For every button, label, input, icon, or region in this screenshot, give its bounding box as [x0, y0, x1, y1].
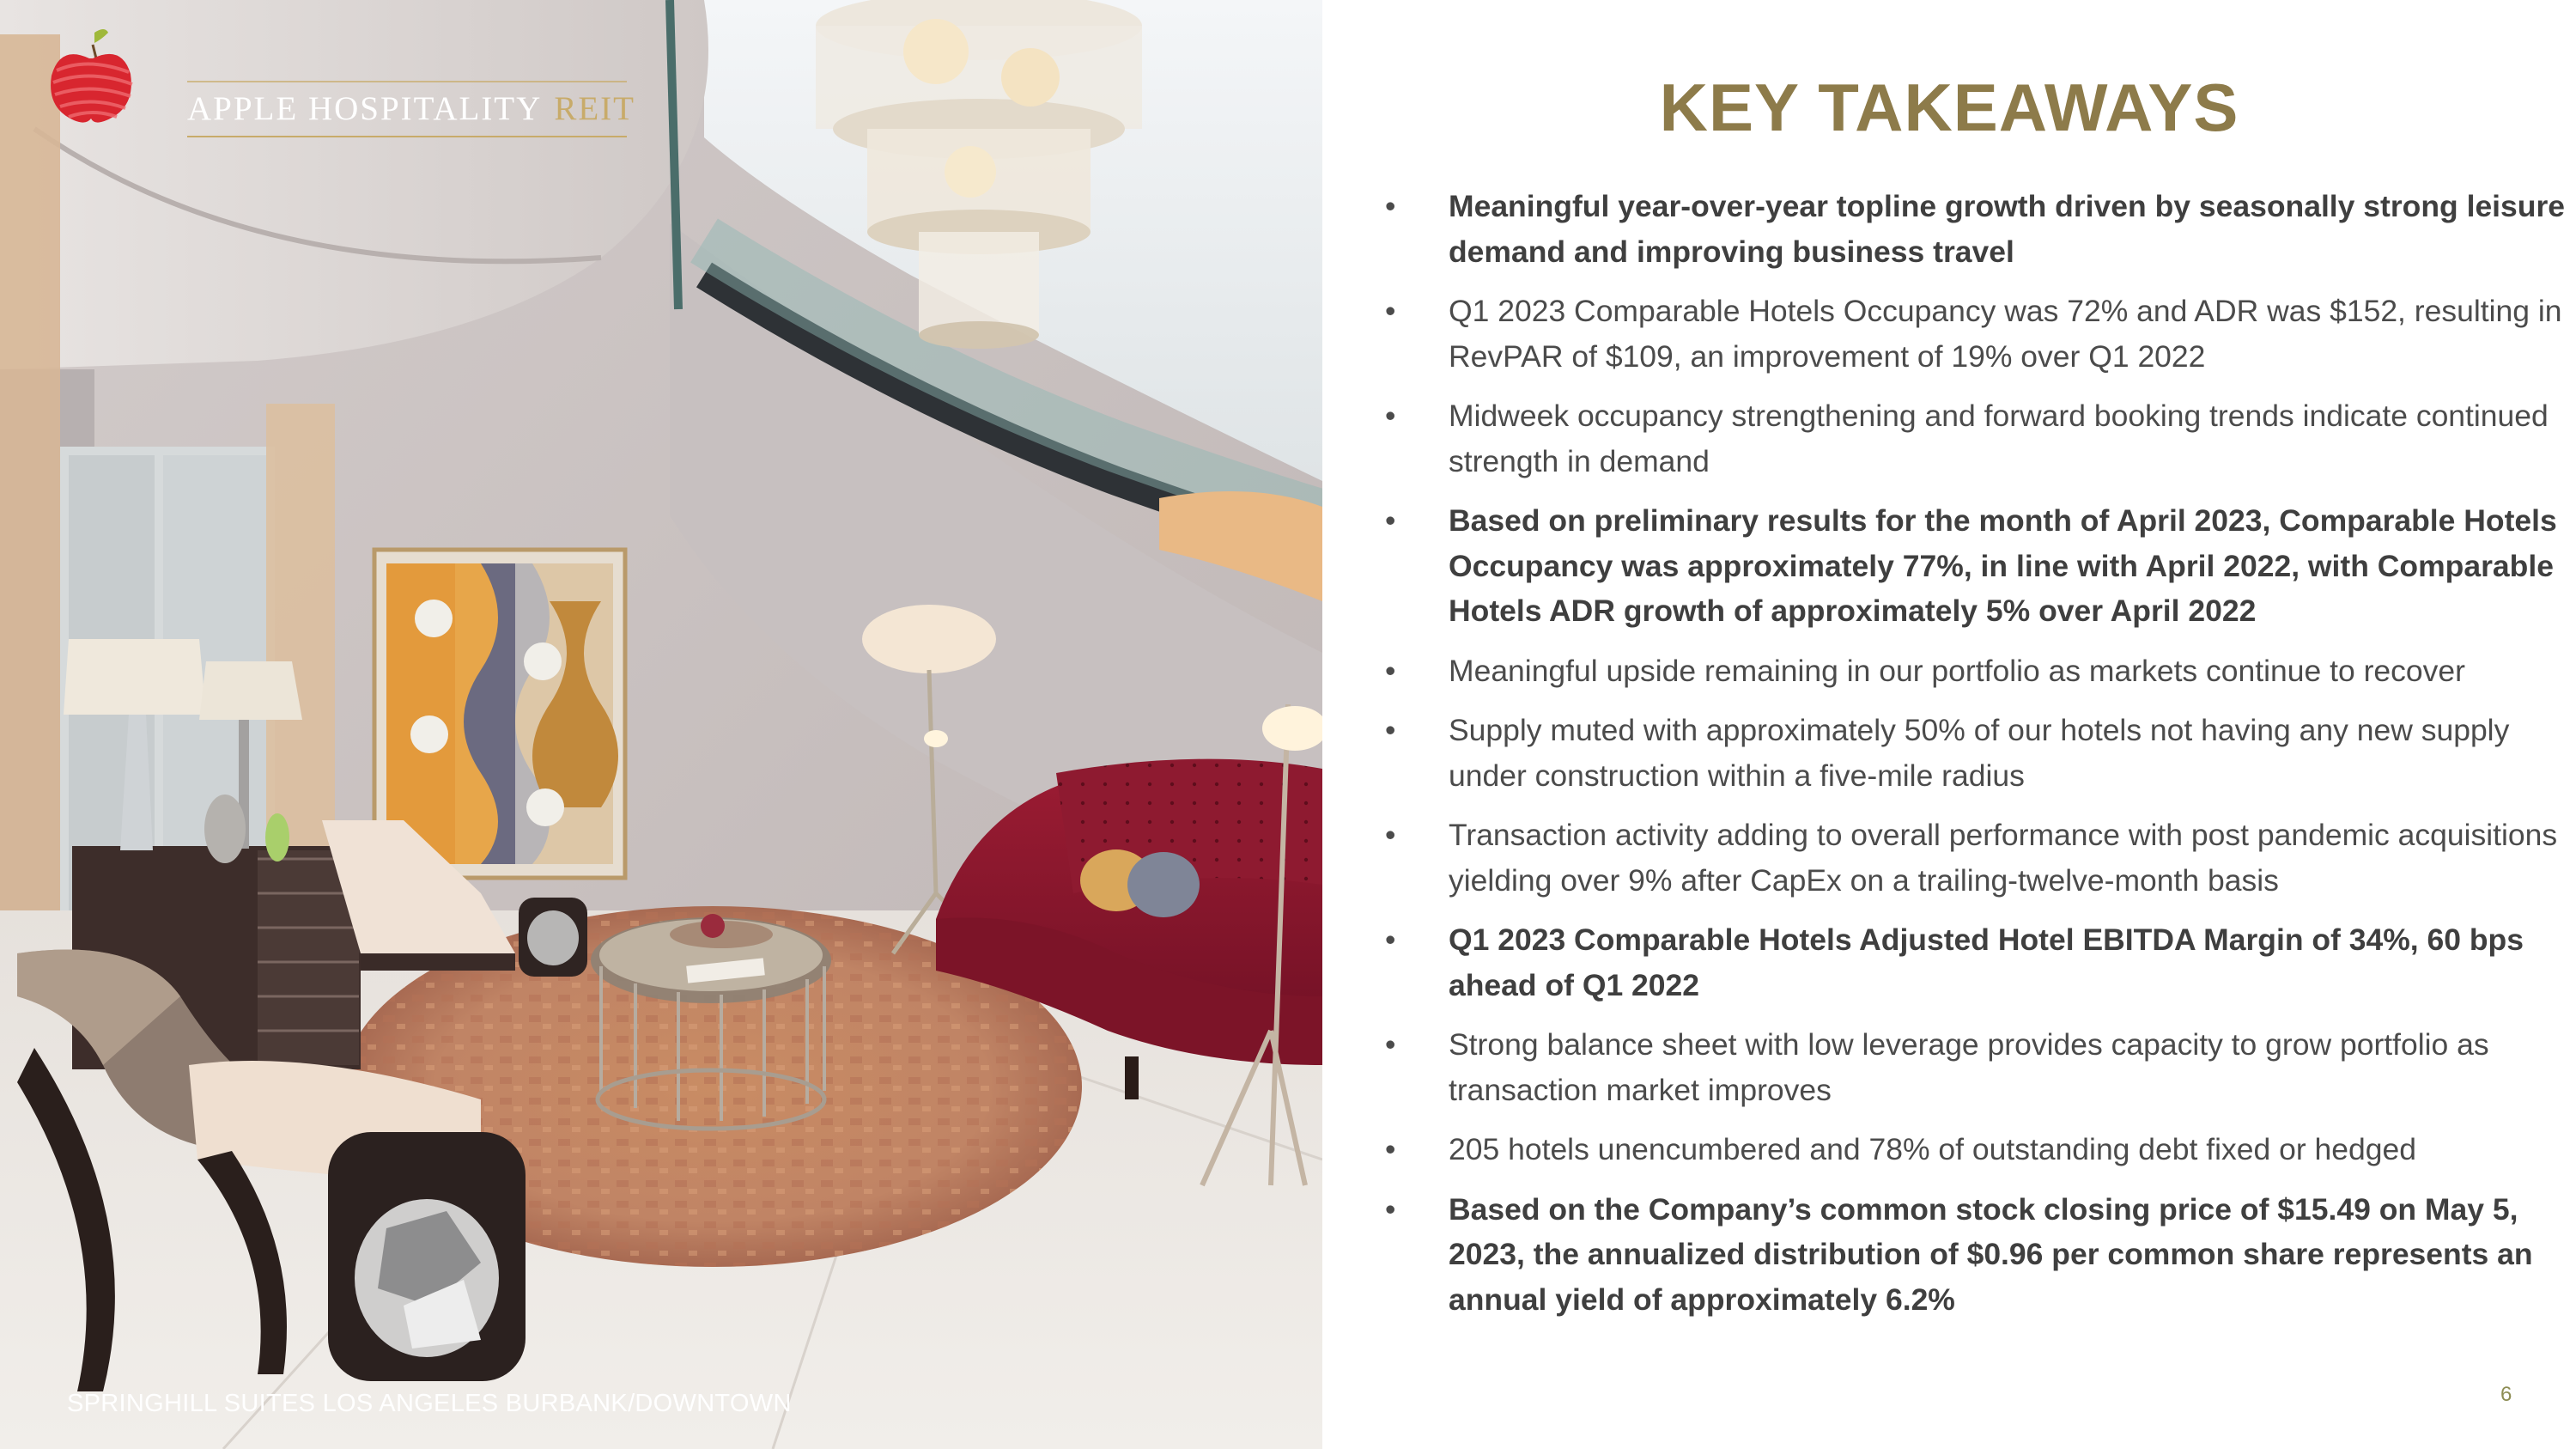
- logo-top-rule: [187, 81, 627, 82]
- bullet-icon: •: [1385, 189, 1396, 223]
- bullet-icon: •: [1385, 294, 1396, 328]
- list-item: [1378, 813, 2572, 903]
- slide-title: KEY TAKEAWAYS: [1659, 70, 2239, 145]
- bullet-text: Based on preliminary results for the month of April 2023, Comparable Hotels Occupancy was approximately 77%, in line with April 2022, with Comparable Hotels ADR growth of approximately 5% over April 2022: [1449, 503, 2557, 628]
- list-item: [1378, 708, 2572, 798]
- takeaways-list: [1378, 184, 2572, 1336]
- bullet-icon: •: [1385, 399, 1396, 433]
- bullet-icon: •: [1385, 713, 1396, 747]
- logo-bottom-rule: [187, 136, 627, 137]
- bullet-icon: •: [1385, 653, 1396, 688]
- bullet-icon: •: [1385, 503, 1396, 538]
- list-item: [1378, 289, 2572, 379]
- list-item: [1378, 184, 2572, 274]
- bullet-icon: •: [1385, 1027, 1396, 1062]
- bullet-icon: •: [1385, 818, 1396, 852]
- brand-name-accent: REIT: [554, 90, 635, 127]
- photo-caption: SPRINGHILL SUITES LOS ANGELES BURBANK/DOWNTOWN: [67, 1390, 792, 1417]
- bullet-icon: •: [1385, 922, 1396, 957]
- bullet-text: Meaningful upside remaining in our portfolio as markets continue to recover: [1449, 653, 2465, 688]
- brand-name: [187, 89, 635, 128]
- list-item: [1378, 917, 2572, 1008]
- list-item: [1378, 393, 2572, 484]
- list-item: [1378, 1127, 2572, 1172]
- bullet-text: Q1 2023 Comparable Hotels Occupancy was 72% and ADR was $152, resulting in RevPAR of $109, an improvement of 19% over Q1 2022: [1449, 294, 2562, 374]
- list-item: [1378, 1187, 2572, 1323]
- bullet-text: Based on the Company’s common stock closing price of $15.49 on May 5, 2023, the annualized distribution of $0.96 per common share represents an annual yield of approximately 6.2%: [1449, 1191, 2533, 1317]
- bullet-text: Supply muted with approximately 50% of our hotels not having any new supply under construction within a five-mile radius: [1449, 713, 2510, 793]
- bullet-text: Strong balance sheet with low leverage provides capacity to grow portfolio as transaction market improves: [1449, 1027, 2489, 1107]
- list-item: [1378, 1022, 2572, 1112]
- page-number: 6: [2500, 1383, 2512, 1406]
- bullet-text: Meaningful year-over-year topline growth driven by seasonally strong leisure demand and improving business travel: [1449, 189, 2566, 269]
- bullet-icon: •: [1385, 1191, 1396, 1227]
- company-logo: [45, 26, 635, 129]
- bullet-text: Q1 2023 Comparable Hotels Adjusted Hotel EBITDA Margin of 34%, 60 bps ahead of Q1 2022: [1449, 922, 2524, 1002]
- bullet-text: Transaction activity adding to overall performance with post pandemic acquisitions yielding over 9% after CapEx on a trailing-twelve-month basis: [1449, 818, 2558, 898]
- bullet-icon: •: [1385, 1132, 1396, 1166]
- list-item: [1378, 498, 2572, 634]
- bullet-text: Midweek occupancy strengthening and forward booking trends indicate continued strength in demand: [1449, 399, 2549, 478]
- list-item: [1378, 648, 2572, 694]
- apple-logo-icon: [45, 26, 139, 129]
- bullet-text: 205 hotels unencumbered and 78% of outstanding debt fixed or hedged: [1449, 1132, 2416, 1166]
- brand-name-main: APPLE HOSPITALITY: [187, 90, 543, 127]
